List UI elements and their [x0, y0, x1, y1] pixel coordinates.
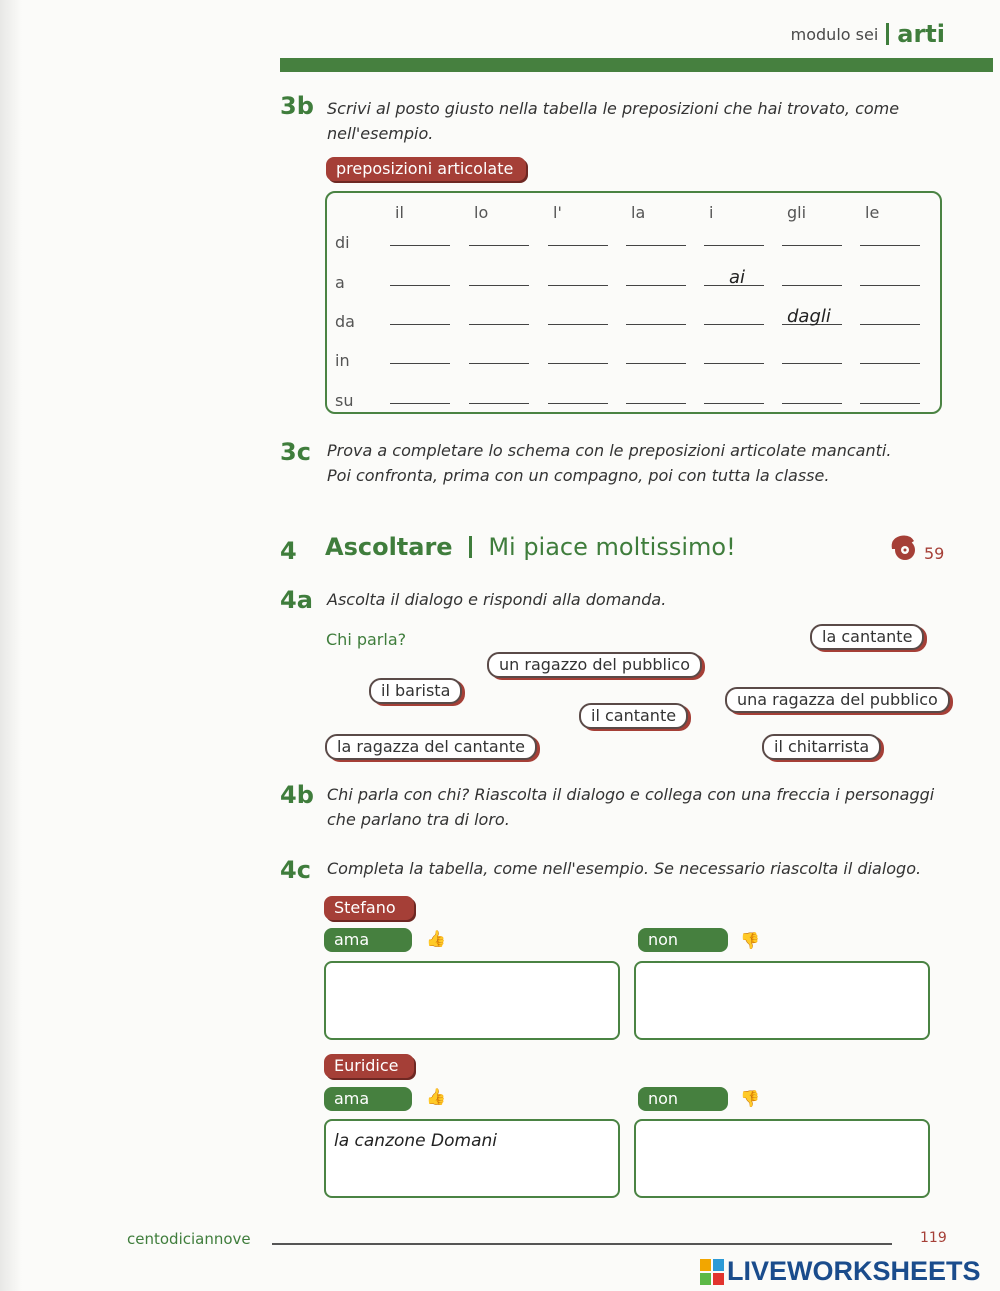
- exercise-number-4b: 4b: [280, 781, 314, 809]
- column-header: i: [709, 203, 714, 222]
- answer-blank-line[interactable]: [704, 324, 764, 325]
- answer-a-i: ai: [729, 267, 746, 288]
- title-divider: [469, 536, 472, 558]
- non-ama-label: non: [638, 1087, 728, 1111]
- answer-blank-line[interactable]: [469, 363, 529, 364]
- track-number: 59: [924, 544, 945, 563]
- option-chip[interactable]: una ragazza del pubblico: [725, 687, 950, 713]
- exercise-3b-instruction: [327, 96, 927, 146]
- answer-blank-line[interactable]: [704, 363, 764, 364]
- page-edge-shadow: [0, 0, 22, 1291]
- option-chip[interactable]: il barista: [369, 678, 462, 704]
- answer-blank-line[interactable]: [390, 324, 450, 325]
- thumbs-down-icon: 👎: [740, 1089, 760, 1108]
- section-title: [325, 533, 736, 561]
- column-header: l': [553, 203, 562, 222]
- row-header: su: [335, 391, 354, 410]
- row-header: da: [335, 312, 355, 331]
- exercise-4c-instruction: Completa la tabella, come nell'esempio. Se necessario riascolta il dialogo.: [327, 859, 922, 878]
- answer-blank-line[interactable]: [469, 403, 529, 404]
- column-header: lo: [474, 203, 489, 222]
- option-chip[interactable]: la cantante: [810, 624, 924, 650]
- person-name-badge: Euridice: [324, 1054, 414, 1078]
- answer-blank-line[interactable]: [626, 403, 686, 404]
- footer-rule: [272, 1243, 892, 1245]
- audio-track[interactable]: [888, 533, 944, 563]
- non-ama-label: non: [638, 928, 728, 952]
- option-chip[interactable]: il chitarrista: [762, 734, 881, 760]
- option-chip[interactable]: un ragazzo del pubblico: [487, 652, 702, 678]
- option-chip[interactable]: il cantante: [579, 703, 688, 729]
- answer-blank-line[interactable]: [548, 245, 608, 246]
- option-chip[interactable]: la ragazza del cantante: [325, 734, 537, 760]
- liveworksheets-logo-icon: [700, 1259, 724, 1285]
- answer-blank-line[interactable]: [704, 245, 764, 246]
- brand-watermark: [700, 1256, 981, 1287]
- prepositions-table: [325, 191, 942, 414]
- answer-blank-line[interactable]: [390, 403, 450, 404]
- row-header: in: [335, 351, 350, 370]
- ama-label: ama: [324, 928, 412, 952]
- person-name-badge: Stefano: [324, 896, 414, 920]
- ama-answer-box[interactable]: la canzone Domani: [324, 1119, 620, 1198]
- thumbs-up-icon: 👍: [426, 1087, 446, 1106]
- answer-blank-line[interactable]: [782, 403, 842, 404]
- row-header: a: [335, 273, 345, 292]
- row-header: di: [335, 233, 350, 252]
- answer-blank-line[interactable]: [782, 363, 842, 364]
- instruction-line: che parlano tra di loro.: [327, 810, 510, 829]
- ama-label: ama: [324, 1087, 412, 1111]
- exercise-3c-instruction: [327, 438, 927, 488]
- header-bar: [280, 58, 993, 72]
- column-header: la: [631, 203, 646, 222]
- question-label: Chi parla?: [326, 630, 407, 649]
- cd-icon: [888, 533, 922, 563]
- answer-blank-line[interactable]: [390, 285, 450, 286]
- instruction-line: Poi confronta, prima con un compagno, poi con tutta la classe.: [327, 466, 830, 485]
- header-divider: [886, 23, 889, 45]
- brand-name: LIVEWORKSHEETS: [727, 1256, 981, 1286]
- answer-da-gli: dagli: [787, 306, 831, 327]
- answer-blank-line[interactable]: [390, 363, 450, 364]
- column-header: gli: [787, 203, 807, 222]
- column-header: le: [865, 203, 880, 222]
- answer-blank-line[interactable]: [782, 245, 842, 246]
- answer-blank-line[interactable]: [860, 245, 920, 246]
- answer-blank-line[interactable]: [704, 403, 764, 404]
- answer-blank-line[interactable]: [548, 285, 608, 286]
- answer-blank-line[interactable]: [548, 324, 608, 325]
- answer-blank-line[interactable]: [626, 324, 686, 325]
- ama-answer-box[interactable]: [324, 961, 620, 1040]
- instruction-line: Chi parla con chi? Riascolta il dialogo e collega con una freccia i personaggi: [327, 785, 935, 804]
- answer-blank-line[interactable]: [626, 245, 686, 246]
- answer-blank-line[interactable]: [390, 245, 450, 246]
- answer-blank-line[interactable]: [548, 363, 608, 364]
- exercise-number-4c: 4c: [280, 856, 311, 884]
- answer-blank-line[interactable]: [626, 363, 686, 364]
- page-header: [791, 20, 945, 48]
- exercise-4a-instruction: Ascolta il dialogo e rispondi alla domanda.: [327, 590, 667, 609]
- exercise-number-4a: 4a: [280, 586, 313, 614]
- answer-blank-line[interactable]: [469, 285, 529, 286]
- instruction-line: nell'esempio.: [327, 124, 434, 143]
- section-title-main: Ascoltare: [325, 533, 453, 561]
- answer-blank-line[interactable]: [860, 285, 920, 286]
- answer-blank-line[interactable]: [469, 324, 529, 325]
- instruction-line: Prova a completare lo schema con le preposizioni articolate mancanti.: [327, 441, 892, 460]
- answer-blank-line[interactable]: [860, 363, 920, 364]
- exercise-number-4: 4: [280, 537, 297, 565]
- exercise-number-3b: 3b: [280, 92, 314, 120]
- column-header: il: [395, 203, 404, 222]
- answer-blank-line[interactable]: [626, 285, 686, 286]
- instruction-line: Scrivi al posto giusto nella tabella le preposizioni che hai trovato, come: [327, 99, 900, 118]
- thumbs-up-icon: 👍: [426, 929, 446, 948]
- non-ama-answer-box[interactable]: [634, 1119, 930, 1198]
- answer-blank-line[interactable]: [548, 403, 608, 404]
- page-number: 119: [920, 1230, 947, 1246]
- answer-blank-line[interactable]: [860, 324, 920, 325]
- answer-blank-line[interactable]: [469, 245, 529, 246]
- non-ama-answer-box[interactable]: [634, 961, 930, 1040]
- module-label: modulo sei: [790, 24, 879, 44]
- table-title-badge: preposizioni articolate: [326, 157, 526, 181]
- exercise-number-3c: 3c: [280, 438, 311, 466]
- answer-blank-line[interactable]: [860, 403, 920, 404]
- answer-blank-line[interactable]: [782, 285, 842, 286]
- exercise-4b-instruction: [327, 782, 937, 832]
- section-title-sub: Mi piace moltissimo!: [488, 533, 736, 561]
- thumbs-down-icon: 👎: [740, 931, 760, 950]
- page-word: centodiciannove: [127, 1230, 251, 1248]
- section-label: arti: [897, 20, 945, 48]
